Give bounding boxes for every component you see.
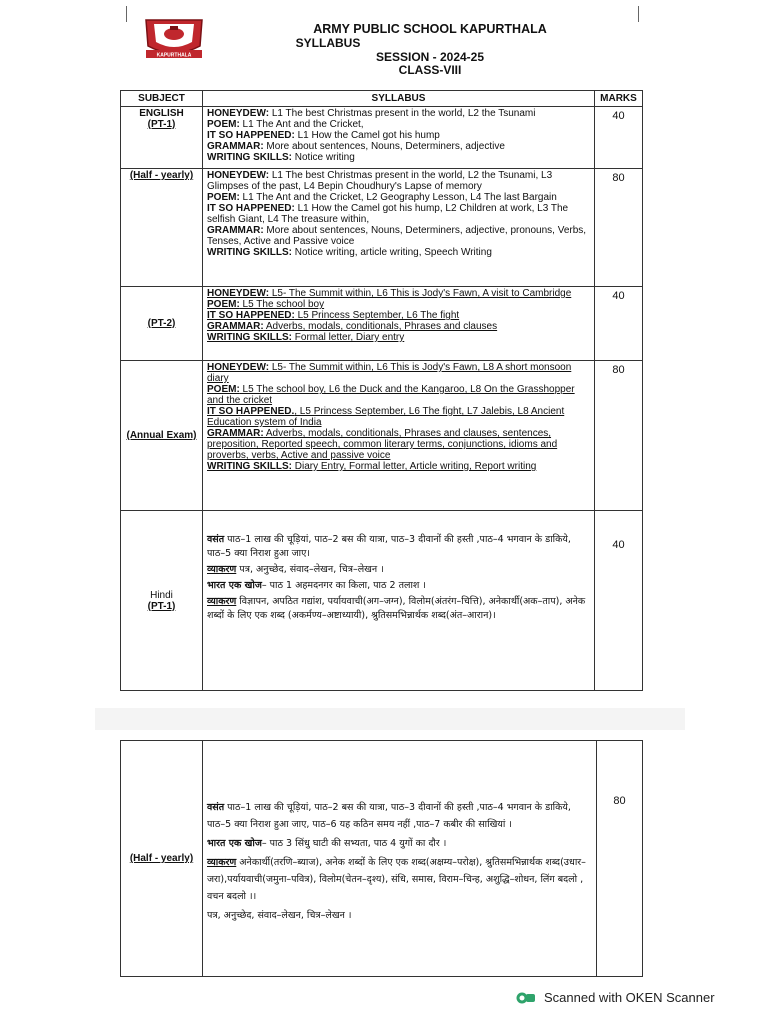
marks-cell: 80: [597, 741, 643, 977]
line-text: More about sentences, Nouns, Determiners, adjective: [263, 141, 505, 152]
line-text: L5 The school boy, L6 the Duck and the Kangaroo, L8 On the Grasshopper and the cricket: [207, 384, 575, 406]
subject-cell: [121, 169, 203, 287]
subject-cell: [121, 741, 203, 977]
syllabus-cell: [203, 511, 595, 691]
term-label: (PT-2): [147, 318, 176, 329]
header-subject: SUBJECT: [121, 91, 203, 107]
line-text: Notice writing, article writing, Speech Writing: [292, 247, 492, 258]
header-marks: MARKS: [595, 91, 643, 107]
table-row: [121, 741, 643, 977]
line-label: वसंत: [207, 802, 225, 813]
line-label: HONEYDEW:: [207, 170, 270, 181]
line-text: – पाठ 3 सिंधु घाटी की सभ्यता, पाठ 4 युगों का दौर ।: [261, 838, 447, 849]
line-text: L5- The Summit within, L6 This is Jody's Fawn, L8 A short monsoon diary: [207, 362, 572, 384]
subject-name: Hindi: [150, 589, 173, 601]
line-text: पत्र, अनुच्छेद, संवाद–लेखन, चित्र–लेखन ।: [207, 910, 352, 921]
table-row: [121, 169, 643, 287]
line-text: Diary Entry, Formal letter, Article writing, Report writing: [292, 461, 537, 472]
table-row: [121, 511, 643, 691]
line-text: Notice writing: [292, 152, 355, 163]
line-label: IT SO HAPPENED:: [207, 130, 295, 141]
line-text: पत्र, अनुच्छेद, संवाद–लेखन, चित्र–लेखन ।: [236, 564, 384, 575]
line-label: GRAMMAR:: [207, 141, 264, 152]
line-label: WRITING SKILLS:: [207, 247, 292, 258]
line-label: POEM:: [207, 299, 240, 310]
subject-cell: [121, 287, 203, 361]
marks-cell: 80: [595, 361, 643, 511]
syllabus-cell: [203, 287, 595, 361]
line-label: HONEYDEW:: [207, 108, 270, 119]
subject-cell: [121, 107, 203, 169]
session-label: SESSION - 2024-25: [375, 50, 485, 64]
line-text: L1 The best Christmas present in the world, L2 the Tsunami, L3 Glimpses of the past, L4 Bepin Choudhury's Lapse of memory: [207, 170, 553, 192]
line-label: POEM:: [207, 192, 240, 203]
crop-mark-top-left: [112, 6, 127, 22]
line-text: Formal letter, Diary entry: [292, 332, 405, 343]
line-text: L5 Princess September, L6 The fight: [294, 310, 460, 321]
term-label: (Half - yearly): [129, 853, 194, 864]
subject-name: ENGLISH: [139, 108, 184, 119]
line-label: IT SO HAPPENED.: [207, 406, 295, 417]
term-label: (PT-1): [147, 600, 176, 612]
line-label: WRITING SKILLS:: [207, 461, 292, 472]
page-break-gap: [95, 708, 685, 730]
line-text: Adverbs, modals, conditionals, Phrases and clauses, sentences, preposition, Reported speech, common literary terms, conjunctions, idioms and proverbs, verbs, Active and passive voice: [207, 428, 558, 461]
line-label: भारत एक खोज: [207, 838, 262, 849]
line-text: पाठ–1 लाख की चूड़ियां, पाठ–2 बस की यात्रा, पाठ–3 दीवानों की हस्ती ,पाठ–4 भगवान के डाकिये, पाठ–5 क्या निराश हुआ जाए, पाठ–6 यह कठिन समय नहीं ,पाठ–7 कबीर की साखियां ।: [207, 802, 571, 830]
syllabus-cell: [203, 361, 595, 511]
table-row: [121, 361, 643, 511]
syllabus-cell: [203, 741, 597, 977]
syllabus-cell: [203, 107, 595, 169]
line-text: Adverbs, modals, conditionals, Phrases and clauses: [263, 321, 498, 332]
line-text: More about sentences, Nouns, Determiners, adjective, pronouns, Verbs, Tenses, Active and Passive voice: [207, 225, 587, 247]
marks-cell: 40: [595, 107, 643, 169]
term-label: (PT-1): [147, 119, 176, 130]
line-label: GRAMMAR:: [207, 321, 264, 332]
line-text: L1 The Ant and the Cricket, L2 Geography Lesson, L4 The last Bargain: [239, 192, 557, 203]
line-label: POEM:: [207, 384, 240, 395]
crop-mark-top-right: [638, 6, 653, 22]
syllabus-table-part-1: [120, 90, 643, 691]
line-text: अनेकार्थी(तरणि–ब्याज), अनेक शब्दों के लिए एक शब्द(अक्षम्य–परोक्ष), श्रुतिसमभिन्नार्थक शब्द(उधार–जरा),पर्यायवाची(जमुना–पवित्र), विलोम(चेतन–दृश्य), संधि, समास, विराम–चिन्ह, अशुद्धि–शोधन, लिंग बदलो , वचन बदलो ।।: [207, 857, 586, 902]
header-syllabus: SYLLABUS: [203, 91, 595, 107]
line-text: , L5 Princess September, L6 The fight, L7 Jalebis, L8 Ancient Education system of India: [207, 406, 565, 428]
line-text: L1 The best Christmas present in the world, L2 the Tsunami: [269, 108, 536, 119]
line-text: L1 The Ant and the Cricket,: [239, 119, 364, 130]
table-row: [121, 287, 643, 361]
line-label: वसंत: [207, 534, 225, 545]
line-label: व्याकरण: [207, 564, 237, 575]
class-label: CLASS-VIII: [398, 63, 462, 77]
table-header-row: [121, 91, 643, 107]
term-label: (Annual Exam): [126, 430, 197, 441]
line-label: HONEYDEW:: [207, 288, 270, 299]
line-label: IT SO HAPPENED:: [207, 310, 295, 321]
line-label: GRAMMAR:: [207, 428, 264, 439]
subject-cell: [121, 361, 203, 511]
line-label: व्याकरण: [207, 857, 237, 868]
line-label: WRITING SKILLS:: [207, 152, 292, 163]
line-label: HONEYDEW:: [207, 362, 270, 373]
syllabus-title: SYLLABUS: [295, 36, 361, 50]
line-label: IT SO HAPPENED:: [207, 203, 295, 214]
table-row: [121, 107, 643, 169]
svg-text:KAPURTHALA: KAPURTHALA: [156, 52, 192, 59]
school-logo: [140, 16, 208, 60]
line-label: GRAMMAR:: [207, 225, 264, 236]
marks-cell: 40: [595, 287, 643, 361]
syllabus-table-part-2: [120, 740, 643, 977]
scanner-logo-icon: [516, 991, 536, 1005]
line-text: पाठ–1 लाख की चूड़ियां, पाठ–2 बस की यात्रा, पाठ–3 दीवानों की हस्ती ,पाठ–4 भगवान के डाकिये, पाठ–5 क्या निराश हुआ जाए।: [207, 534, 571, 559]
line-text: L1 How the Camel got his hump: [294, 130, 440, 141]
subject-cell: [121, 511, 203, 691]
line-text: विज्ञापन, अपठित गद्यांश, पर्यायवाची(अग–जग्न), विलोम(अंतरंग–चित्ति), अनेकार्थी(अक–ताप), अनेक शब्दों के लिए एक शब्द (अकर्मण्य–अष्टाध्यायी), श्रुतिसमभिन्नार्थक शब्द(अंत–आरान)।: [207, 596, 586, 621]
line-label: भारत एक खोज: [207, 580, 262, 591]
marks-cell: 40: [595, 511, 643, 691]
scanner-watermark: [516, 990, 715, 1005]
syllabus-cell: [203, 169, 595, 287]
line-text: – पाठ 1 अहमदनगर का किला, पाठ 2 तलाश ।: [261, 580, 427, 591]
line-text: L1 How the Camel got his hump, L2 Children at work, L3 The selfish Giant, L4 The treasure within,: [207, 203, 569, 225]
scanner-text: Scanned with OKEN Scanner: [544, 990, 715, 1005]
line-text: L5 The school boy: [239, 299, 325, 310]
line-label: WRITING SKILLS:: [207, 332, 292, 343]
line-text: L5- The Summit within, L6 This is Jody's Fawn, A visit to Cambridge: [269, 288, 572, 299]
term-label: (Half - yearly): [129, 170, 194, 181]
school-name: ARMY PUBLIC SCHOOL KAPURTHALA: [313, 22, 547, 36]
line-label: व्याकरण: [207, 596, 237, 607]
marks-cell: 80: [595, 169, 643, 287]
line-label: POEM:: [207, 119, 240, 130]
